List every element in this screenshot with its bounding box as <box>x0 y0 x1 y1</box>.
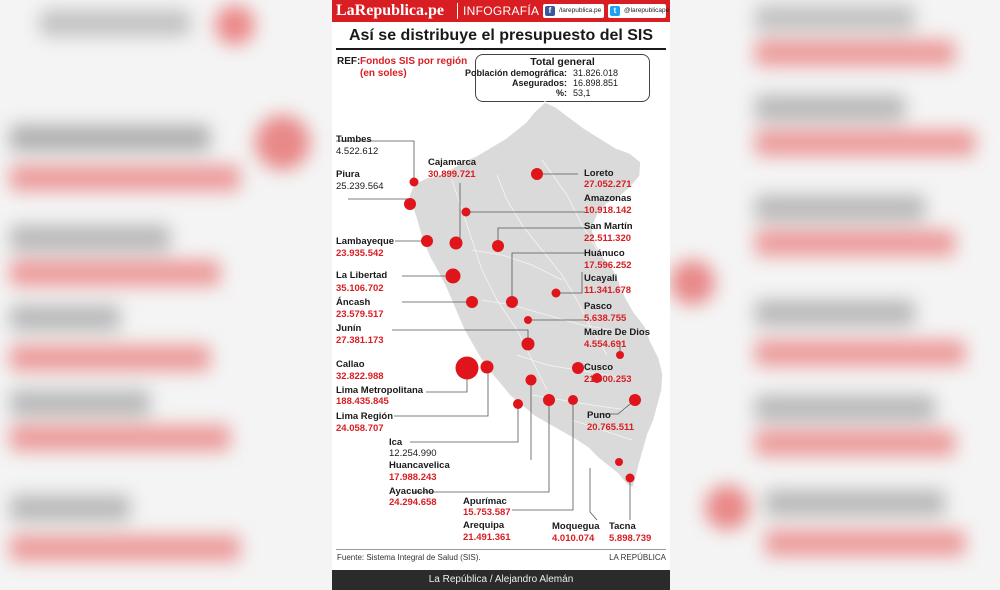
region-name-cusco: Cusco <box>584 362 614 373</box>
region-name-ucayali: Ucayali <box>584 273 618 284</box>
region-value-moquegua: 4.010.074 <box>552 533 595 544</box>
region-value-cusco: 21.900.253 <box>584 374 632 385</box>
region-name-lambayeque: Lambayeque <box>336 236 395 247</box>
publication-logo[interactable]: LaRepublica.pe <box>336 2 445 19</box>
source-note: Fuente: Sistema Integral de Salud (SIS). <box>337 553 481 562</box>
region-name-huancavelica: Huancavelica <box>389 460 450 471</box>
infographic-card <box>332 0 670 590</box>
bubble-ucayali <box>552 289 561 298</box>
bubble-lambayeque <box>421 235 433 247</box>
photo-credit: La República / Alejandro Alemán <box>428 574 574 585</box>
region-value-ayacucho: 24.294.658 <box>389 497 437 508</box>
leader-line-ica <box>410 404 518 442</box>
blurred-background-right <box>665 0 1000 590</box>
page-title: Así se distribuye el presupuesto del SIS <box>348 27 654 44</box>
region-value-madre-de-dios: 4.554.691 <box>584 339 627 350</box>
totals-row-value: 53,1 <box>573 88 591 98</box>
region-name-huanuco: Huánuco <box>584 248 625 259</box>
region-value-piura: 25.239.564 <box>336 181 384 192</box>
region-name-callao: Callao <box>336 359 365 370</box>
leader-line-moquegua <box>590 468 597 520</box>
region-value-ucayali: 11.341.678 <box>584 285 632 296</box>
bubble-apurimac <box>568 395 578 405</box>
bubble-ica <box>513 399 523 409</box>
region-value-ica: 12.254.990 <box>389 448 437 459</box>
bubble-san-martin <box>492 240 504 252</box>
totals-row-value: 16.898.851 <box>573 78 619 88</box>
bubble-puno <box>629 394 641 406</box>
region-name-lima-region: Lima Región <box>336 411 394 422</box>
bubble-callao <box>481 361 494 374</box>
region-name-san-martin: San Martín <box>584 221 633 232</box>
region-value-callao: 32.822.988 <box>336 371 384 382</box>
region-name-puno: Puno <box>587 410 611 421</box>
leader-line-piura <box>348 199 410 204</box>
bubble-junin <box>522 338 535 351</box>
region-name-lima-metropolitana: Lima Metropolitana <box>336 385 424 396</box>
region-value-amazonas: 10.918.142 <box>584 205 632 216</box>
region-name-la-libertad: La Libertad <box>336 270 388 281</box>
bubble-piura <box>404 198 416 210</box>
region-value-cajamarca: 30.899.721 <box>428 169 476 180</box>
brand-mark: LA REPÚBLICA <box>609 553 666 562</box>
region-name-ancash: Áncash <box>336 297 371 308</box>
bubble-ancash <box>466 296 478 308</box>
bubble-tacna <box>626 474 635 483</box>
bubble-tumbes <box>410 178 419 187</box>
region-value-loreto: 27.052.271 <box>584 179 632 190</box>
bubble-cusco <box>572 362 584 374</box>
totals-row-label: Población demográfica: <box>464 68 567 78</box>
totals-row-label: %: <box>556 88 567 98</box>
bubble-ayacucho <box>543 394 555 406</box>
region-value-tacna: 5.898.739 <box>609 533 652 544</box>
bubble-cajamarca <box>450 237 463 250</box>
totals-row-value: 31.826.018 <box>573 68 619 78</box>
region-name-loreto: Loreto <box>584 168 614 179</box>
region-name-moquegua: Moquegua <box>552 521 600 532</box>
totals-row-label: Asegurados: <box>511 78 567 88</box>
bubble-huanuco <box>506 296 518 308</box>
reference-text: Fondos SIS por región (en soles) <box>360 56 468 79</box>
region-name-tumbes: Tumbes <box>336 134 372 145</box>
region-value-puno: 20.765.511 <box>587 422 635 433</box>
region-value-tumbes: 4.522.612 <box>336 146 379 157</box>
region-value-apurimac: 15.753.587 <box>463 507 511 518</box>
region-value-san-martin: 22.511.320 <box>584 233 632 244</box>
region-name-junin: Junín <box>336 323 362 334</box>
bubble-loreto <box>531 168 543 180</box>
facebook-handle: /larepublica.pe <box>559 7 602 14</box>
section-label: INFOGRAFÍA <box>463 4 540 18</box>
region-name-cajamarca: Cajamarca <box>428 157 477 168</box>
region-value-la-libertad: 35.106.702 <box>336 283 384 294</box>
region-value-ancash: 23.579.517 <box>336 309 384 320</box>
region-value-lima-metropolitana: 188.435.845 <box>336 396 389 407</box>
region-name-tacna: Tacna <box>609 521 636 532</box>
region-value-lima-region: 24.058.707 <box>336 423 384 434</box>
bubble-la-libertad <box>446 269 461 284</box>
bubble-lima-metropolitana <box>456 357 479 380</box>
footer-divider <box>336 549 666 550</box>
region-name-amazonas: Amazonas <box>584 193 632 204</box>
region-value-arequipa: 21.491.361 <box>463 532 511 543</box>
bubble-pasco <box>524 316 532 324</box>
region-name-piura: Piura <box>336 169 360 180</box>
region-value-pasco: 5.638.755 <box>584 313 627 324</box>
twitter-handle: @larepublicape <box>624 7 670 14</box>
region-value-huancavelica: 17.988.243 <box>389 472 437 483</box>
totals-heading: Total general <box>530 56 595 68</box>
region-value-lambayeque: 23.935.542 <box>336 248 384 259</box>
bubble-amazonas <box>462 208 471 217</box>
bubble-huancavelica <box>526 375 537 386</box>
region-value-huanuco: 17.596.252 <box>584 260 632 271</box>
region-name-arequipa: Arequipa <box>463 520 505 531</box>
facebook-icon: f <box>545 6 555 16</box>
region-name-pasco: Pasco <box>584 301 612 312</box>
region-name-ayacucho: Ayacucho <box>389 486 435 497</box>
bubble-moquegua <box>615 458 623 466</box>
region-name-ica: Ica <box>389 437 403 448</box>
bubble-madre-de-dios <box>616 351 624 359</box>
region-value-junin: 27.381.173 <box>336 335 384 346</box>
reference-label: REF: <box>337 56 361 67</box>
region-name-apurimac: Apurímac <box>463 496 507 507</box>
twitter-icon: t <box>610 6 620 16</box>
blurred-background-left <box>0 0 330 590</box>
region-name-madre-de-dios: Madre De Dios <box>584 327 650 338</box>
